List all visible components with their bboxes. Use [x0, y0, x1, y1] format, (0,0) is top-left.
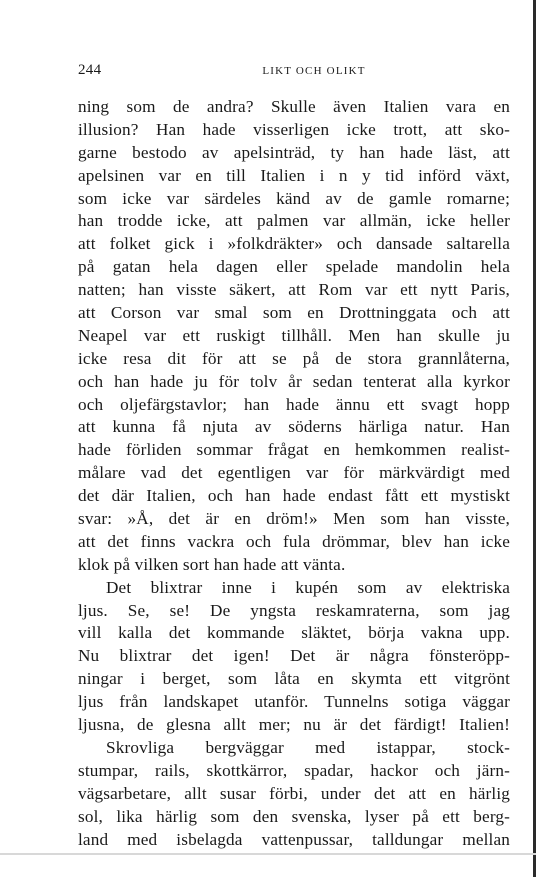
- text-line: vill kalla det kommande släktet, börja vakna upp.: [78, 623, 510, 643]
- text-line: och oljefärgstavlor; han hade ännu ett svagt hopp: [78, 394, 510, 414]
- text-line: land med isbelagda vattenpussar, talldungar mellan: [78, 829, 510, 849]
- text-line: på gatan hela dagen eller spelade mandolin hela: [78, 257, 510, 277]
- text-line: ningar i berget, som låta en skymta ett vitgrönt: [78, 669, 510, 689]
- text-line: svar: »Å, det är en dröm!» Men som han visste,: [78, 509, 510, 529]
- page-number: 244: [78, 62, 102, 78]
- page-header: [78, 62, 510, 82]
- text-line: Det blixtrar inne i kupén som av elektriska: [106, 577, 510, 597]
- text-line: illusion? Han hade visserligen icke trott, att sko-: [78, 119, 510, 139]
- text-line: hade förliden sommar frågat en hemkommen realist-: [78, 440, 510, 460]
- text-line: ljus från landskapet utanför. Tunnelns sotiga väggar: [78, 692, 510, 712]
- text-line: att kunna få njuta av söderns härliga natur. Han: [78, 417, 510, 437]
- text-line: ning som de andra? Skulle även Italien vara en: [78, 97, 510, 116]
- text-line: Skrovliga bergväggar med istappar, stock-: [106, 737, 510, 757]
- text-line: ljus. Se, se! De yngsta reskamraterna, som jag: [78, 600, 510, 620]
- text-line: att det finns vackra och fula drömmar, blev han icke: [78, 531, 510, 551]
- running-title: LIKT OCH OLIKT: [262, 65, 366, 77]
- text-line: natten; han visste säkert, att Rom var ett nytt Paris,: [78, 280, 510, 300]
- text-line: stumpar, rails, skottkärror, spadar, hackor och järn-: [78, 760, 510, 780]
- text-line: apelsinen var en till Italien i n y tid införd växt,: [78, 165, 510, 185]
- text-line: vägsarbetare, allt susar förbi, under det att en härlig: [78, 783, 510, 803]
- text-line: han trodde icke, att palmen var allmän, icke heller: [78, 211, 510, 231]
- text-line: sol, lika härlig som den svenska, lyser på ett berg-: [78, 806, 510, 826]
- page-edge-bottom: [0, 853, 536, 855]
- text-line: Neapel var ett ruskigt tillhåll. Men han skulle ju: [78, 325, 510, 345]
- text-line: icke resa dit för att se på de stora grannlåterna,: [78, 348, 510, 368]
- text-line: garne bestodo av apelsinträd, ty han hade läst, att: [78, 142, 510, 162]
- text-line: målare vad det egentligen var för märkvärdigt med: [78, 463, 510, 483]
- text-line: som icke var särdeles känd av de gamle romarne;: [78, 188, 510, 208]
- text-line: ljusna, de glesna allt mer; nu är det färdigt! Italien!: [78, 715, 510, 735]
- text-line: klok på vilken sort han hade att vänta.: [78, 554, 346, 574]
- text-line: det där Italien, och han hade endast fått ett mystiskt: [78, 486, 510, 506]
- text-line: att folket gick i »folkdräkter» och dansade saltarella: [78, 234, 510, 254]
- text-line: och han hade ju för tolv år sedan tenterat alla kyrkor: [78, 371, 510, 391]
- text-line: Nu blixtrar det igen! Det är några fönsteröpp-: [78, 646, 510, 666]
- body-text: [78, 96, 510, 851]
- text-line: att Corson var smal som en Drottninggata och att: [78, 303, 510, 323]
